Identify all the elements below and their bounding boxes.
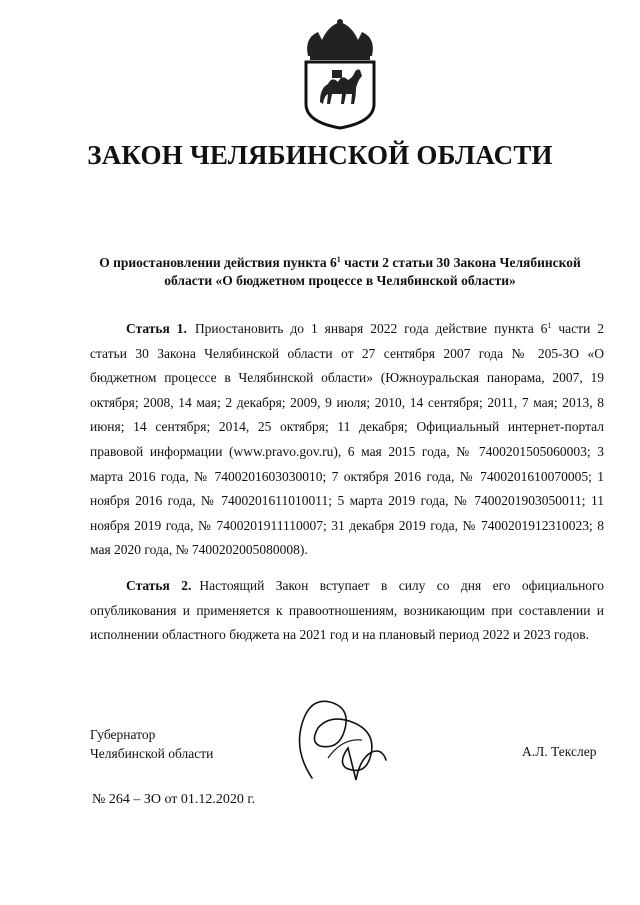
article-1-text-end: части 2 статьи 30 Закона Челябинской области от 27 сентября 2007 года № 205-ЗО «О бюджетном процессе в Челябинской области» (Южноуральская панорама, 2007, 19 октября; 2008, 14 мая; 2 декабря; 2009, 9 июля; 2010, 14 сентября; 2011, 7 мая; 2013, 8 июня; 14 сентября; 2014, 25 октября; 11 декабря; Официальный интернет-портал правовой информации (www.pravo.gov.ru), 6 мая 2015 года, № 7400201505060003; 3 марта 2016 года, № 7400201603030010; 7 октября 2016 года, № 7400201610070005; 1 ноября 2016 года, № 7400201611010011; 5 марта 2019 года, № 7400201903050011; 11 ноября 2019 года, № 7400201911110007; 31 декабря 2019 года, № 7400201912310023; 8 мая 2020 года, № 7400202005080008).: [90, 321, 605, 558]
article-1: [90, 317, 604, 563]
governor-position: [90, 725, 213, 763]
article-1-text-start: Приостановить до 1 января 2022 года действие пункта 6: [194, 321, 548, 336]
subject-line2: области «О бюджетном процессе в Челябинской области»: [164, 273, 516, 288]
law-subject-heading: [78, 254, 602, 290]
law-number-date: № 264 – ЗО от 01.12.2020 г.: [92, 792, 256, 807]
article-2-label: Статья 2.: [126, 578, 192, 593]
article-1-superscript: 1: [547, 321, 552, 330]
subject-superscript: 1: [336, 255, 341, 264]
article-2: [90, 574, 604, 648]
law-title: ЗАКОН ЧЕЛЯБИНСКОЙ ОБЛАСТИ: [87, 140, 553, 170]
article-2-text: Настоящий Закон вступает в силу со дня его официального опубликования и применяется к правоотношениям, возникающим при составлении и исполнении областного бюджета на 2021 год и на плановый период 2022 и 2023 годов.: [90, 578, 605, 643]
subject-line1-end: части 2 статьи 30 Закона Челябинской: [340, 255, 581, 270]
subject-line1-start: О приостановлении действия пункта 6: [99, 255, 337, 270]
signer-name: А.Л. Текслер: [522, 744, 597, 759]
handwritten-signature: [282, 688, 392, 788]
position-line-2: Челябинской области: [90, 746, 214, 761]
coat-of-arms-icon: [298, 18, 382, 130]
article-1-label: Статья 1.: [126, 321, 187, 336]
position-line-1: Губернатор: [90, 727, 156, 742]
